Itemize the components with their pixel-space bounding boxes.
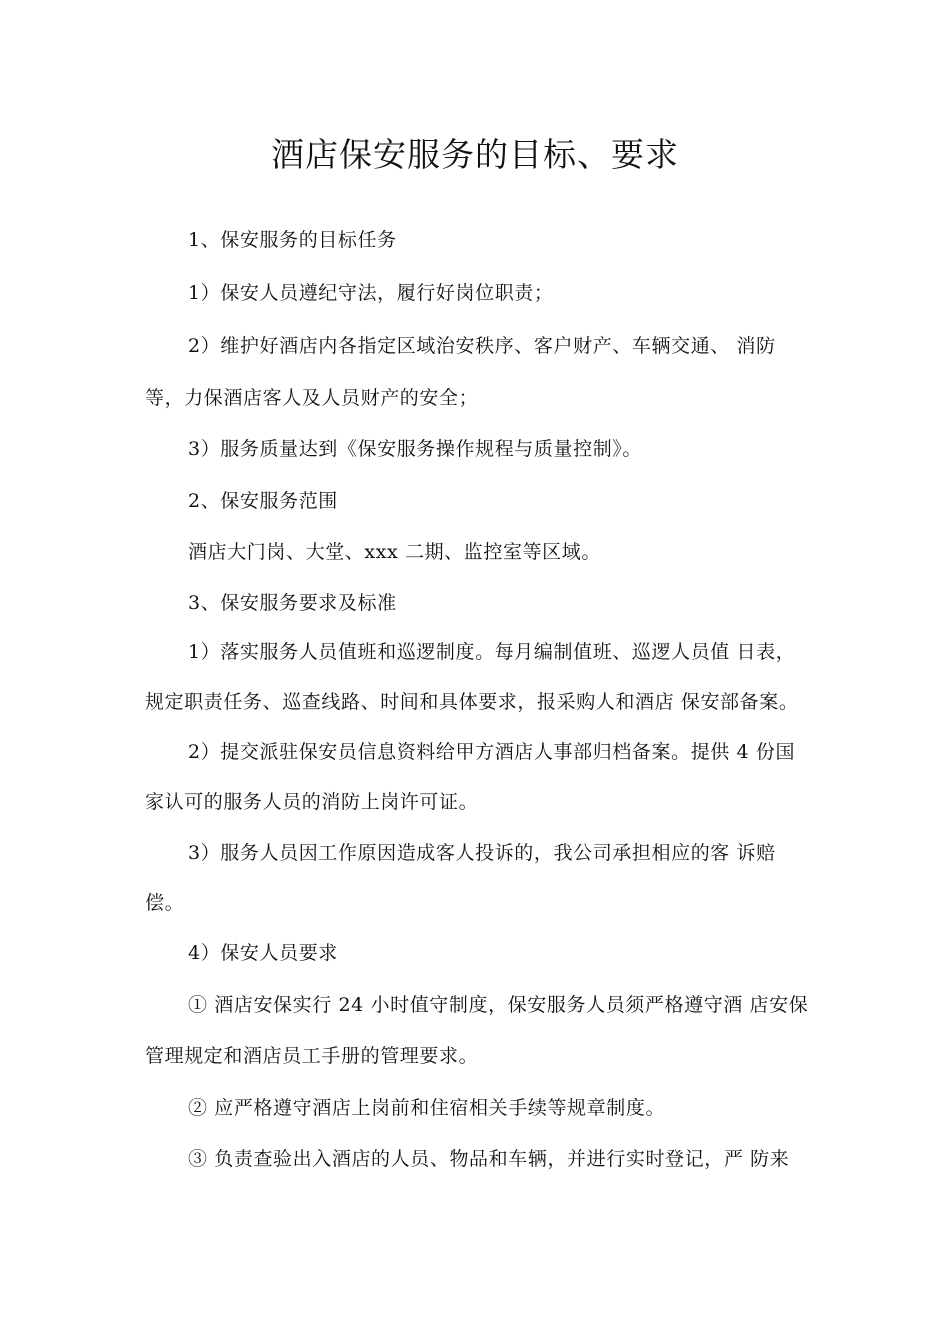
paragraph-line: ② 应严格遵守酒店上岗前和住宿相关手续等规章制度。 — [188, 1097, 666, 1119]
paragraph-line: 2）维护好酒店内各指定区域治安秩序、客户财产、车辆交通、 消防 — [188, 335, 776, 357]
paragraph-line: 管理规定和酒店员工手册的管理要求。 — [145, 1045, 479, 1067]
paragraph-line: 酒店大门岗、大堂、xxx 二期、监控室等区域。 — [188, 541, 601, 563]
paragraph-line: 3）服务人员因工作原因造成客人投诉的，我公司承担相应的客 诉赔 — [188, 842, 776, 864]
paragraph-line: 偿。 — [145, 892, 185, 914]
paragraph-line: 2）提交派驻保安员信息资料给甲方酒店人事部归档备案。提供 4 份国 — [188, 741, 796, 763]
section-heading: 4）保安人员要求 — [188, 942, 338, 964]
section-heading: 3、保安服务要求及标准 — [188, 592, 397, 614]
paragraph-line: 1）保安人员遵纪守法，履行好岗位职责； — [188, 282, 554, 304]
paragraph-line: 3）服务质量达到《保安服务操作规程与质量控制》。 — [188, 438, 642, 460]
paragraph-line: 等，力保酒店客人及人员财产的安全； — [145, 387, 479, 409]
paragraph-line: 1）落实服务人员值班和巡逻制度。每月编制值班、巡逻人员值 日表， — [188, 641, 796, 663]
paragraph-line: ① 酒店安保实行 24 小时值守制度，保安服务人员须严格遵守酒 店安保 — [188, 994, 809, 1016]
paragraph-line: ③ 负责查验出入酒店的人员、物品和车辆，并进行实时登记，严 防来 — [188, 1148, 790, 1170]
document-title: 酒店保安服务的目标、要求 — [271, 135, 679, 174]
section-heading: 1、保安服务的目标任务 — [188, 229, 397, 251]
paragraph-line: 规定职责任务、巡查线路、时间和具体要求，报采购人和酒店 保安部备案。 — [145, 691, 799, 713]
section-heading: 2、保安服务范围 — [188, 490, 338, 512]
paragraph-line: 家认可的服务人员的消防上岗许可证。 — [145, 791, 479, 813]
